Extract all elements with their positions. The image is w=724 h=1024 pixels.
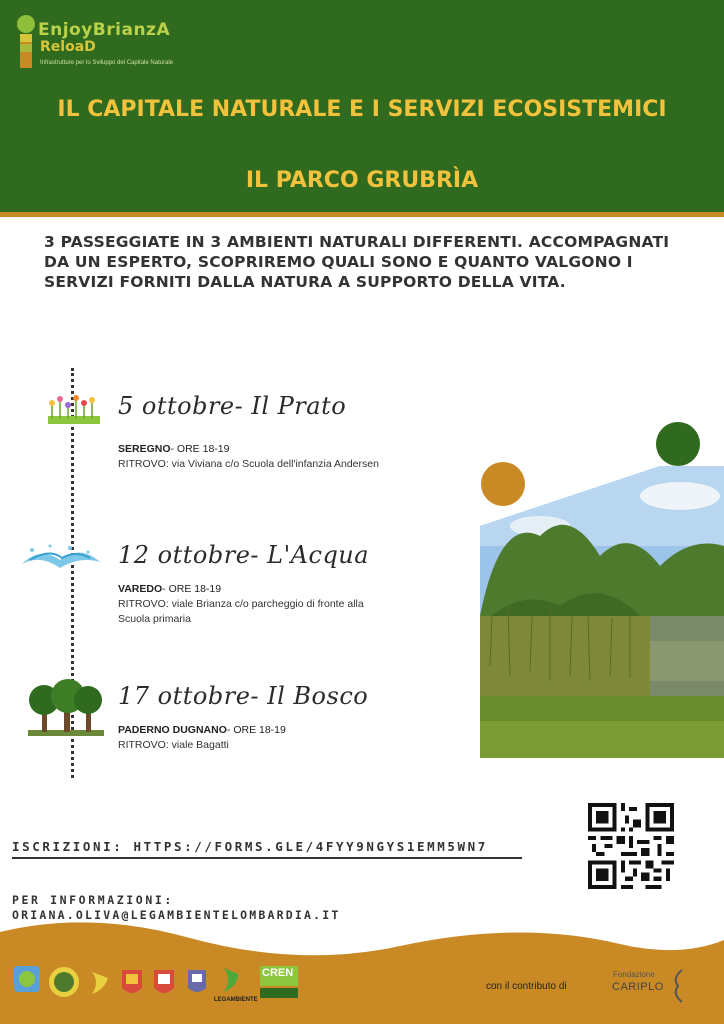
- event-time: - ORE 18-19: [162, 583, 222, 595]
- event-location: [118, 443, 229, 455]
- partner-logo-4: [122, 970, 142, 993]
- cren-label: CREN: [262, 967, 294, 979]
- flowers-icon: [46, 394, 102, 426]
- sponsor-small-text: Fondazione: [613, 970, 655, 979]
- event-location: [118, 583, 221, 595]
- water-splash-icon: [20, 542, 102, 572]
- event-time: - ORE 18-19: [170, 443, 230, 455]
- event-place: VAREDO: [118, 583, 163, 595]
- event-title: 12 ottobre- L'Acqua: [118, 541, 370, 569]
- qr-code: [588, 803, 674, 889]
- contact-email[interactable]: ORIANA.OLIVA@LEGAMBIENTELOMBARDIA.IT: [12, 908, 341, 922]
- partner-logo-3: [92, 972, 108, 994]
- decorative-green-dot: [656, 422, 700, 466]
- event-title: 17 ottobre- Il Bosco: [118, 682, 369, 710]
- intro-text: 3 PASSEGGIATE IN 3 AMBIENTI NATURALI DIFFERENTI. ACCOMPAGNATI DA UN ESPERTO, SCOPRIREMO QUALI SONO E QUANTO VALGONO I SERVIZI FORNITI DALLA NATURA A SUPPORTO DELLA VITA.: [44, 233, 670, 291]
- event-location: [118, 724, 286, 736]
- page-title: IL CAPITALE NATURALE E I SERVIZI ECOSISTEMICI: [57, 97, 667, 122]
- sponsor-name: CARIPLO: [612, 981, 664, 993]
- enjoybrianza-logo: [12, 14, 232, 74]
- partner-logo-1: [14, 966, 40, 992]
- contribution-text: con il contributo di: [486, 981, 567, 992]
- logo-subtitle: ReloaD: [40, 39, 96, 55]
- registration-link[interactable]: ISCRIZIONI: HTTPS://FORMS.GLE/4FYY9NGYS1EMM5WN7: [12, 839, 488, 854]
- event-meeting-point: RITROVO: viale Bagatti: [118, 739, 229, 751]
- logo-tree-icon: [12, 14, 40, 70]
- logo-title: EnjoyBrianzA: [38, 20, 171, 40]
- logo-tagline: Infrastrutture per lo Sviluppo del Capitale Naturale: [40, 60, 174, 66]
- partner-logo-6: [188, 970, 206, 992]
- partner-logo-5: [154, 970, 174, 993]
- page-subtitle: IL PARCO GRUBRÌA: [245, 168, 479, 193]
- cariplo-mark-icon: [668, 968, 688, 1004]
- event-meeting-point: RITROVO: via Viviana c/o Scuola dell'infanzia Andersen: [118, 458, 379, 470]
- legambiente-label: LEGAMBIENTE: [214, 997, 258, 1003]
- fondazione-cariplo-logo: [612, 968, 692, 1004]
- event-title: 5 ottobre- Il Prato: [118, 392, 347, 420]
- info-label: PER INFORMAZIONI:: [12, 893, 174, 907]
- legambiente-logo: [224, 968, 238, 992]
- registration-underline: [12, 857, 522, 859]
- partner-logo-2: [49, 967, 79, 997]
- header-divider: [0, 212, 724, 217]
- trees-icon: [28, 678, 104, 738]
- event-time: - ORE 18-19: [226, 724, 286, 736]
- event-place: SEREGNO: [118, 443, 171, 455]
- event-meeting-point: RITROVO: viale Brianza c/o parcheggio di fronte alla Scuola primaria: [118, 598, 364, 625]
- decorative-orange-dot: [481, 462, 525, 506]
- park-lake-photo: [480, 466, 724, 758]
- event-place: PADERNO DUGNANO: [118, 724, 227, 736]
